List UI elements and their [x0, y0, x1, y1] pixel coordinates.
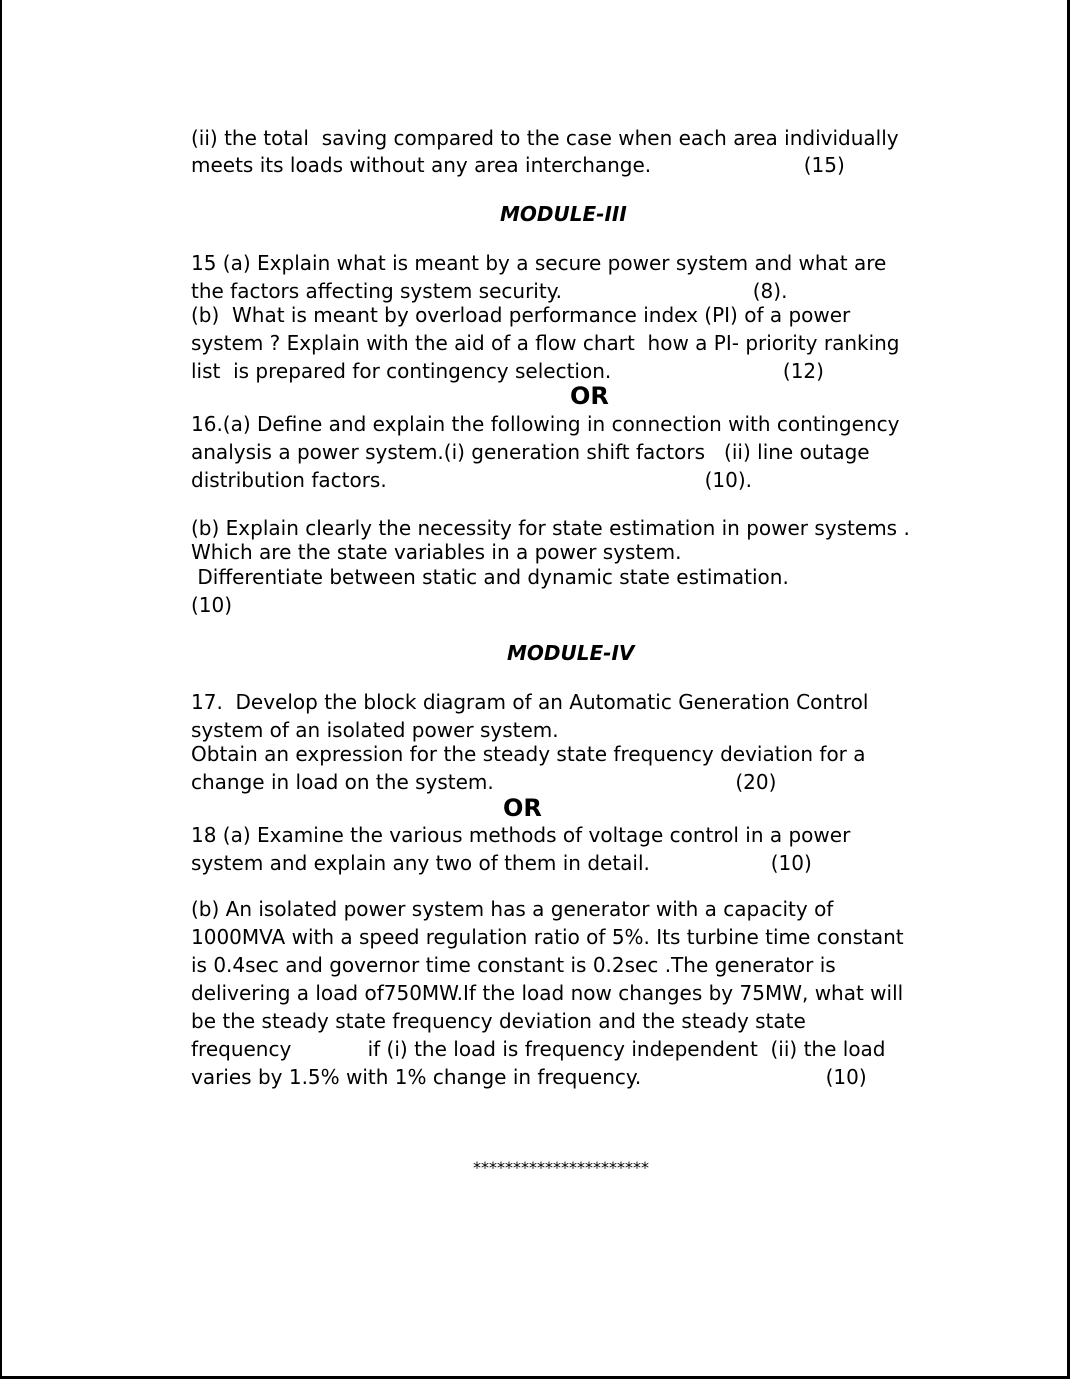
question-text: meets its loads without any area interchange. (15)	[191, 153, 845, 177]
end-of-paper-stars: **********************	[473, 1158, 649, 1177]
question-16a: 16.(a) Define and explain the following in connection with contingency	[191, 412, 900, 436]
question-16a: analysis a power system.(i) generation shift factors (ii) line outage	[191, 440, 870, 464]
module-4-heading: MODULE-IV	[507, 641, 635, 665]
question-18a: 18 (a) Examine the various methods of voltage control in a power	[191, 823, 851, 847]
question-18b: 1000MVA with a speed regulation ratio of 5%. Its turbine time constant	[191, 925, 904, 949]
question-16b: Differentiate between static and dynamic state estimation.	[191, 565, 789, 589]
question-15b: (b) What is meant by overload performance index (PI) of a power	[191, 303, 851, 327]
or-separator: OR	[503, 794, 542, 822]
question-15a: the factors affecting system security. (8).	[191, 279, 788, 303]
question-17: Obtain an expression for the steady state frequency deviation for a	[191, 742, 866, 766]
question-18b: is 0.4sec and governor time constant is 0.2sec .The generator is	[191, 953, 836, 977]
question-16b: Which are the state variables in a power system.	[191, 540, 682, 564]
question-16b: (b) Explain clearly the necessity for state estimation in power systems .	[191, 516, 910, 540]
question-16a: distribution factors. (10).	[191, 468, 752, 492]
question-18b: frequency if (i) the load is frequency independent (ii) the load	[191, 1037, 886, 1061]
question-18b: delivering a load of750MW.If the load now changes by 75MW, what will	[191, 981, 904, 1005]
question-15a: 15 (a) Explain what is meant by a secure power system and what are	[191, 251, 887, 275]
module-3-heading: MODULE-III	[500, 202, 627, 226]
question-17: system of an isolated power system.	[191, 718, 559, 742]
question-18b: be the steady state frequency deviation and the steady state	[191, 1009, 806, 1033]
question-17: change in load on the system. (20)	[191, 770, 777, 794]
question-18b: varies by 1.5% with 1% change in frequency. (10)	[191, 1065, 867, 1089]
question-17: 17. Develop the block diagram of an Automatic Generation Control	[191, 690, 869, 714]
question-15b: list is prepared for contingency selection. (12)	[191, 359, 824, 383]
question-text: (ii) the total saving compared to the case when each area individually	[191, 126, 899, 150]
question-18b: (b) An isolated power system has a generator with a capacity of	[191, 897, 834, 921]
question-15b: system ? Explain with the aid of a flow chart how a PI- priority ranking	[191, 331, 900, 355]
question-16b-marks: (10)	[191, 593, 233, 617]
question-18a: system and explain any two of them in detail. (10)	[191, 851, 812, 875]
or-separator: OR	[570, 382, 609, 410]
